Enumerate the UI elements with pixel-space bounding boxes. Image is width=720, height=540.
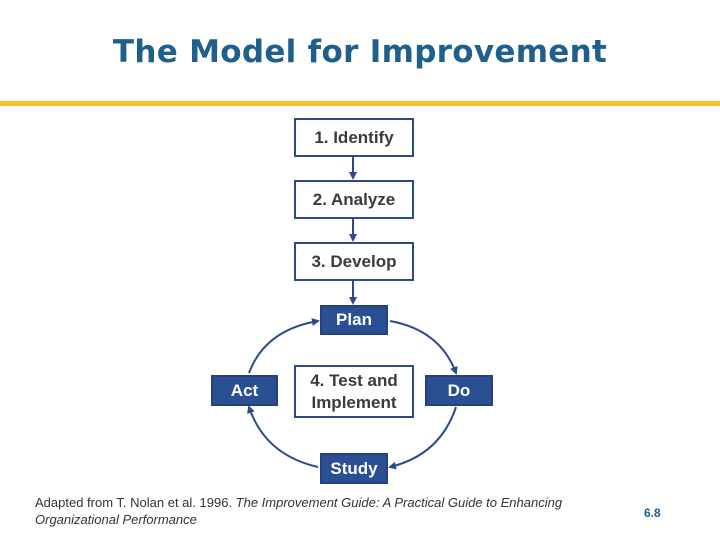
cycle-act-box [211,375,278,406]
cycle-center-box [294,365,414,418]
slide-title: The Model for Improvement [112,34,608,70]
citation-title: The Improvement Guide: A Practical Guide to Enhancing Organizational Performance [35,495,563,527]
cycle-center-label: 4. Test and Implement [310,371,398,412]
cycle-plan-box [320,305,388,335]
cycle-study-box [320,453,388,484]
cycle-study-label: Study [330,458,378,478]
step-develop-label: 3. Develop [311,251,397,271]
step-analyze-box [294,180,414,219]
cycle-do-label: Do [447,380,471,400]
page-number: 6.8 [644,506,661,520]
cycle-act-label: Act [230,380,259,400]
cycle-plan-label: Plan [336,310,372,330]
step-analyze-label: 2. Analyze [312,189,396,209]
step-identify-box [294,118,414,157]
step-develop-box [294,242,414,281]
citation-prefix: Adapted from T. Nolan et al. 1996. [35,495,236,510]
step-identify-label: 1. Identify [314,127,394,147]
cycle-do-box [425,375,493,406]
citation [35,494,625,528]
